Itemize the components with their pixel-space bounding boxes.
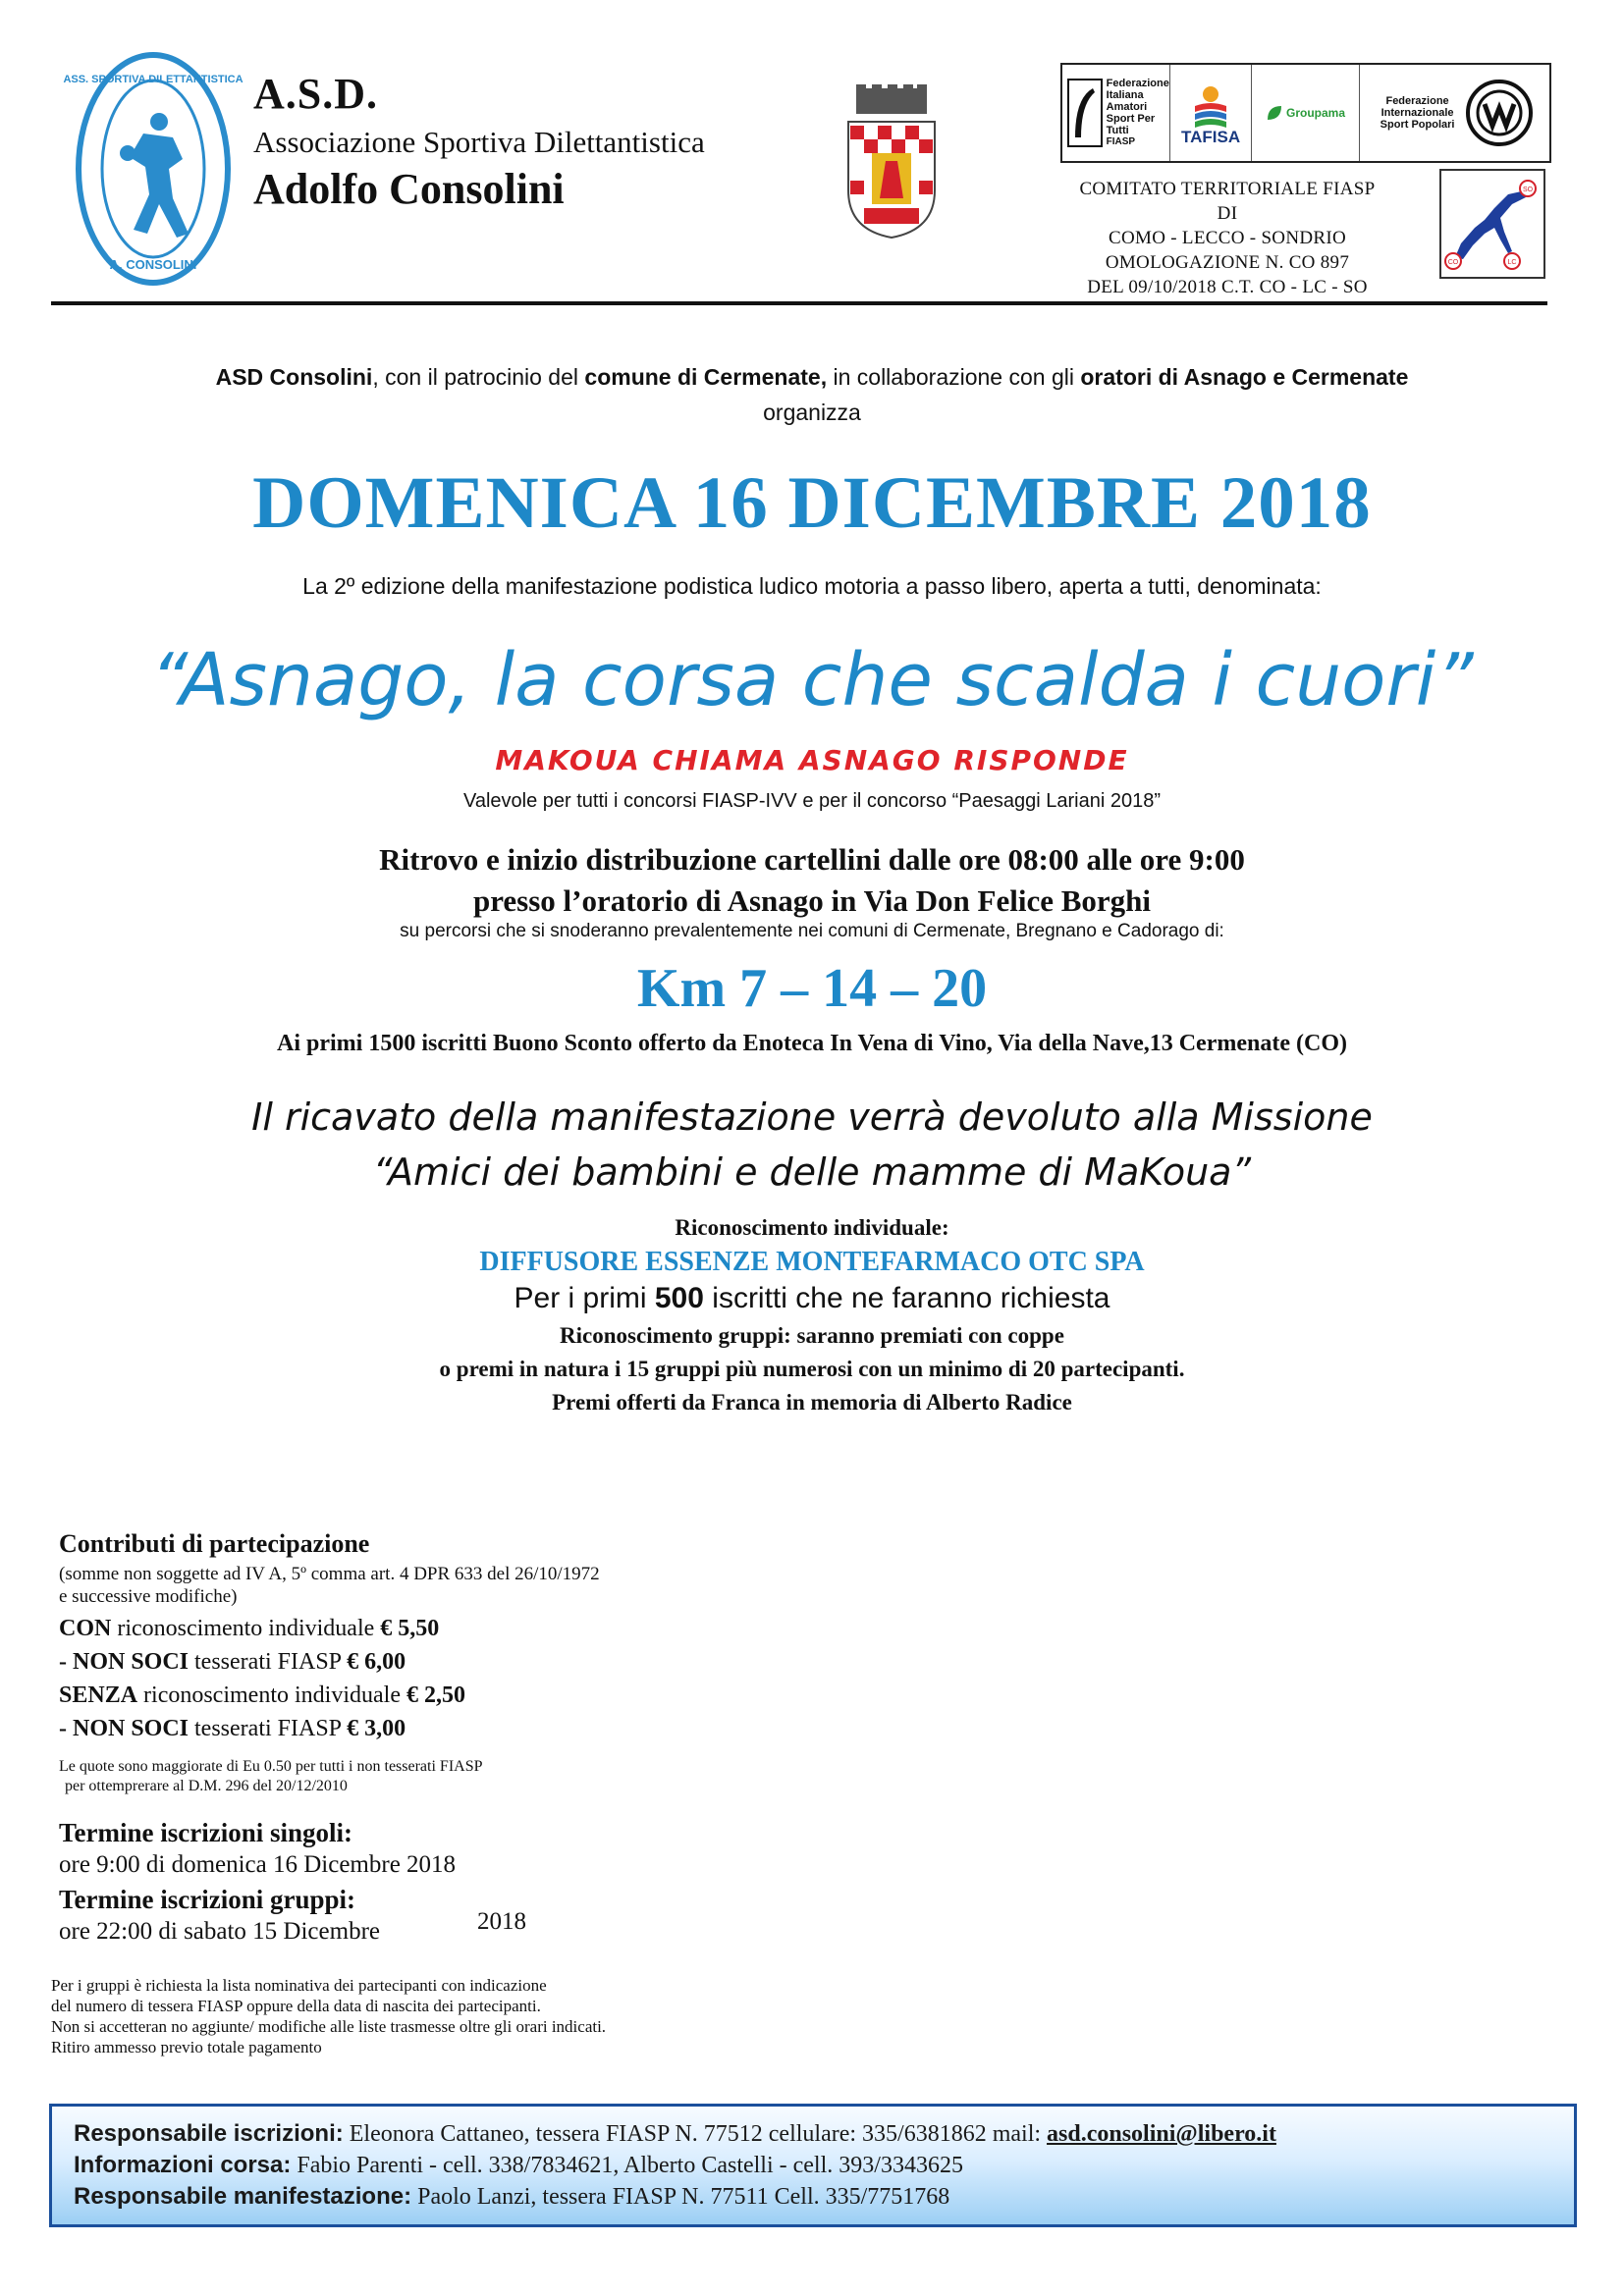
- footer-text: Paolo Lanzi, tessera FIASP N. 77511 Cell. 335/7751768: [411, 2184, 950, 2210]
- logo-text-bottom: A. CONSOLINI: [109, 257, 197, 272]
- footer-line-manifestazione: [74, 2181, 1552, 2213]
- gruppi-note-line: Non si accetteran no aggiunte/ modifiche alle liste trasmesse oltre gli orari indicati.: [51, 2017, 607, 2036]
- termine-gruppi-title: Termine iscrizioni gruppi:: [59, 1885, 355, 1914]
- intro-comune: comune di Cermenate,: [584, 364, 828, 390]
- price-desc: riconoscimento individuale: [137, 1682, 406, 1708]
- price-desc: riconoscimento individuale: [111, 1616, 381, 1641]
- ritrovo-line: Ritrovo e inizio distribuzione cartellini dalle ore 08:00 alle ore 9:00: [379, 842, 1245, 877]
- primi-count: 500: [654, 1282, 704, 1314]
- valevole-text: Valevole per tutti i concorsi FIASP-IVV e per il concorso “Paesaggi Lariani 2018”: [463, 790, 1161, 812]
- fiasp-runner-icon: [1067, 79, 1103, 147]
- maggiorate-note: [59, 1757, 483, 1796]
- header-divider: [51, 301, 1547, 305]
- intro-text: , con il patrocinio del: [372, 364, 585, 390]
- gruppi-line: Premi offerti da Franca in memoria di Alberto Radice: [552, 1390, 1072, 1415]
- comitato-line: DEL 09/10/2018 C.T. CO - LC - SO: [1087, 277, 1368, 297]
- price-value: € 3,00: [347, 1716, 406, 1741]
- email-link[interactable]: asd.consolini@libero.it: [1047, 2121, 1276, 2147]
- price-con: [59, 1616, 439, 1642]
- price-value: € 6,00: [347, 1649, 406, 1675]
- price-desc: tesserati FIASP: [189, 1649, 348, 1675]
- primi-iscritti: [0, 1282, 1624, 1315]
- intro-paragraph: [0, 359, 1624, 430]
- club-short-name: A.S.D.: [253, 70, 379, 118]
- intro-org: ASD Consolini: [215, 364, 373, 390]
- tafisa-label: TAFISA: [1181, 128, 1241, 146]
- buono-sconto-text: Ai primi 1500 iscritti Buono Sconto offerto da Enoteca In Vena di Vino, Via della Nave,13 Cermenate (CO): [277, 1031, 1347, 1056]
- event-subtitle: MAKOUA CHIAMA ASNAGO RISPONDE: [495, 744, 1129, 776]
- club-long-name: Associazione Sportiva Dilettantistica: [253, 125, 705, 159]
- contributi-note-line: (somme non soggette ad IV A, 5º comma art. 4 DPR 633 del 26/10/1972: [59, 1564, 600, 1584]
- edition-text: La 2º edizione della manifestazione podistica ludico motoria a passo libero, aperta a tutti, denominata:: [302, 573, 1322, 599]
- footer-line-informazioni: [74, 2150, 1552, 2181]
- price-label: SENZA: [59, 1682, 138, 1708]
- km-distances: Km 7 – 14 – 20: [636, 958, 988, 1019]
- intro-oratori: oratori di Asnago e Cermenate: [1080, 364, 1409, 390]
- comitato-line: COMO - LECCO - SONDRIO: [1109, 228, 1346, 248]
- map-label-so: SO: [1522, 187, 1534, 193]
- contacts-footer: [49, 2104, 1577, 2227]
- ritrovo-block: [0, 839, 1624, 922]
- intro-organizza: organizza: [763, 400, 861, 425]
- tafisa-icon: [1191, 82, 1230, 132]
- price-senza: [59, 1682, 465, 1709]
- gruppi-note-line: Per i gruppi è richiesta la lista nominativa dei partecipanti con indicazione: [51, 1976, 547, 1995]
- contributi-note-line: e successive modifiche): [59, 1586, 238, 1607]
- tafisa-logo: [1170, 65, 1252, 161]
- percorsi-text: su percorsi che si snoderanno prevalentemente nei comuni di Cermenate, Bregnano e Cadorago di:: [400, 921, 1224, 941]
- comitato-info: [1070, 177, 1384, 299]
- gruppi-line: Riconoscimento gruppi: saranno premiati con coppe: [560, 1323, 1064, 1348]
- fiasp-mark: FIASP: [1106, 136, 1136, 147]
- footer-text: Fabio Parenti - cell. 338/7834621, Alberto Castelli - cell. 393/3343625: [291, 2153, 963, 2178]
- price-label: CON: [59, 1616, 112, 1641]
- ricavato-line: Il ricavato della manifestazione verrà devoluto alla Missione: [251, 1095, 1373, 1139]
- gruppi-note-line: del numero di tessera FIASP oppure della data di nascita dei partecipanti.: [51, 1997, 541, 2015]
- price-desc: tesserati FIASP: [189, 1716, 348, 1741]
- ricavato-block: [0, 1090, 1624, 1200]
- groupama-logo: [1252, 65, 1360, 161]
- gruppi-line: o premi in natura i 15 gruppi più numerosi con un minimo di 20 partecipanti.: [439, 1357, 1185, 1381]
- footer-label: Responsabile manifestazione:: [74, 2183, 412, 2210]
- footer-label: Informazioni corsa:: [74, 2152, 292, 2178]
- termine-singoli-title: Termine iscrizioni singoli:: [59, 1818, 352, 1847]
- contributi-note: [59, 1563, 746, 1608]
- termine-gruppi-year: 2018: [477, 1908, 526, 1935]
- event-slogan: “Asnago, la corsa che scalda i cuori”: [150, 638, 1474, 722]
- price-nonsoci-senza: [59, 1716, 406, 1742]
- fiasp-full-name: Federazione Italiana Amatori Sport Per Tutti: [1106, 78, 1169, 136]
- riconoscimento-title: Riconoscimento individuale:: [675, 1215, 949, 1240]
- footer-text: Eleonora Cattaneo, tessera FIASP N. 77512 cellulare: 335/6381862 mail:: [343, 2121, 1048, 2147]
- club-name: Adolfo Consolini: [253, 165, 565, 213]
- gruppi-note-line: Ritiro ammesso previo totale pagamento: [51, 2038, 322, 2056]
- price-value: € 5,50: [380, 1616, 440, 1641]
- ivv-emblem-icon: [1465, 79, 1534, 147]
- ivv-logo: [1360, 65, 1549, 161]
- riconoscimento-gruppi: [0, 1319, 1624, 1419]
- comitato-line: COMITATO TERRITORIALE FIASP DI: [1079, 179, 1376, 224]
- price-label: - NON SOCI: [59, 1716, 189, 1741]
- riconoscimento-prize: DIFFUSORE ESSENZE MONTEFARMACO OTC SPA: [479, 1247, 1145, 1277]
- map-label-co: CO: [1447, 259, 1459, 266]
- federations-logo-strip: [1060, 63, 1551, 163]
- fiasp-logo: [1062, 65, 1170, 161]
- club-logo: [63, 51, 244, 287]
- contributi-title: Contributi di partecipazione: [59, 1529, 370, 1558]
- cermenate-crest-icon: [842, 82, 941, 240]
- maggiorate-line: Le quote sono maggiorate di Eu 0.50 per tutti i non tesserati FIASP: [59, 1758, 483, 1775]
- termine-gruppi-value: ore 22:00 di sabato 15 Dicembre: [59, 1918, 380, 1945]
- price-label: - NON SOCI: [59, 1649, 189, 1675]
- gruppi-note: [51, 1975, 797, 2057]
- footer-label: Responsabile iscrizioni:: [74, 2120, 344, 2147]
- maggiorate-line: per ottemprerare al D.M. 296 del 20/12/2010: [65, 1778, 348, 1794]
- price-value: € 2,50: [406, 1682, 465, 1708]
- primi-text: Per i primi: [514, 1282, 655, 1314]
- logo-text-top: ASS. SPORTIVA DILETTANTISTICA: [63, 74, 244, 85]
- ivv-full-name: Federazione Internazionale Sport Popolari: [1380, 95, 1455, 131]
- club-heading: [253, 69, 705, 214]
- termine-singoli-value: ore 9:00 di domenica 16 Dicembre 2018: [59, 1851, 457, 1878]
- comitato-line: OMOLOGAZIONE N. CO 897: [1105, 252, 1350, 273]
- ritrovo-line: presso l’oratorio di Asnago in Via Don Felice Borghi: [472, 883, 1152, 918]
- primi-text: iscritti che ne faranno richiesta: [703, 1282, 1110, 1314]
- event-date-title: DOMENICA 16 DICEMBRE 2018: [252, 462, 1372, 544]
- groupama-label: Groupama: [1285, 106, 1345, 120]
- ricavato-line: “Amici dei bambini e delle mamme di MaKoua”: [372, 1150, 1252, 1194]
- price-nonsoci-con: [59, 1649, 406, 1676]
- lake-como-map-icon: [1439, 169, 1545, 279]
- groupama-leaf-icon: [1266, 104, 1283, 122]
- map-label-lc: LC: [1507, 259, 1517, 266]
- intro-text: in collaborazione con gli: [827, 364, 1081, 390]
- footer-line-iscrizioni: [74, 2118, 1552, 2150]
